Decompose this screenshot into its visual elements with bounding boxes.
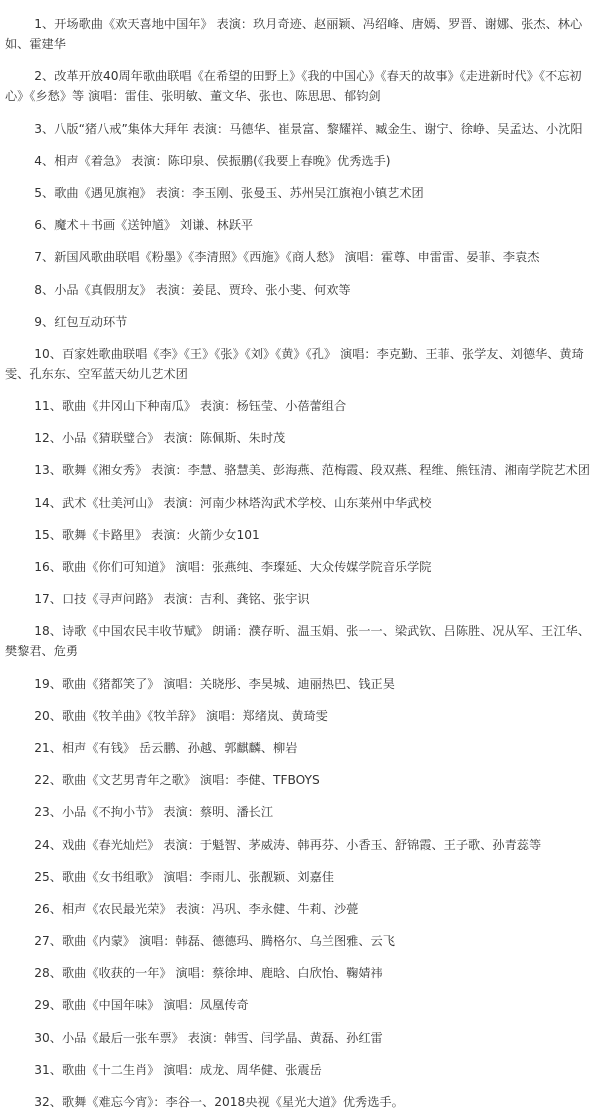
list-item: 12、小品《猜联璧合》 表演：陈佩斯、朱时茂 [34, 431, 286, 446]
list-item: 18、诗歌《中国农民丰收节赋》 朗诵：濮存昕、温玉娟、张一一、梁武钦、吕陈胜、况从军、王江华、樊黎君、危勇 [5, 624, 590, 659]
list-item: 11、歌曲《井冈山下种南瓜》 表演：杨钰莹、小蓓蕾组合 [34, 399, 347, 414]
list-item: 2、改革开放40周年歌曲联唱《在希望的田野上》《我的中国心》《春天的故事》《走进新时代》《不忘初心》《乡愁》等 演唱：雷佳、张明敏、董文华、张也、陈思思、郁钧剑 [5, 69, 582, 104]
list-item: 9、红包互动环节 [34, 314, 128, 329]
list-item: 25、歌曲《女书组歌》 演唱：李雨儿、张靓颖、刘嘉佳 [34, 869, 334, 884]
list-item: 4、相声《着急》 表演：陈印泉、侯振鹏(《我要上春晚》优秀选手) [34, 153, 391, 168]
list-item: 26、相声《农民最光荣》 表演：冯巩、李永健、牛莉、沙甍 [34, 901, 359, 916]
list-item: 5、歌曲《遇见旗袍》 表演：李玉刚、张曼玉、苏州吴江旗袍小镇艺术团 [34, 185, 424, 200]
list-item: 10、百家姓歌曲联唱《李》《王》《张》《刘》《黄》《孔》 演唱：李克勤、王菲、张学友、刘德华、黄琦雯、孔东东、空军蓝天幼儿艺术团 [5, 346, 584, 381]
list-item: 6、魔术＋书画《送钟馗》 刘谦、林跃平 [34, 218, 254, 233]
list-item: 28、歌曲《收获的一年》 演唱：蔡徐坤、鹿晗、白欣怡、鞠婧祎 [34, 966, 383, 981]
list-item: 19、歌曲《猪都笑了》 演唱：关晓彤、李昊城、迪丽热巴、钱正昊 [34, 676, 395, 691]
list-item: 15、歌舞《卡路里》 表演：火箭少女101 [34, 527, 260, 542]
list-item: 31、歌曲《十二生肖》 演唱：成龙、周华健、张震岳 [34, 1062, 322, 1077]
list-item: 17、口技《寻声问路》 表演：吉利、龚铭、张宇识 [34, 592, 310, 607]
list-item: 29、歌曲《中国年味》 演唱：凤凰传奇 [34, 998, 249, 1013]
list-item: 7、新国风歌曲联唱《粉墨》《李清照》《西施》《商人愁》 演唱：霍尊、申雷雷、晏菲、李袁杰 [34, 250, 540, 265]
list-item: 24、戏曲《春光灿烂》 表演：于魁智、茅威涛、韩再芬、小香玉、舒锦霞、王子歌、孙青蕊等 [34, 837, 542, 852]
list-item: 22、歌曲《文艺男青年之歌》 演唱：李健、TFBOYS [34, 773, 320, 788]
list-item: 23、小品《不拘小节》 表演：蔡明、潘长江 [34, 805, 274, 820]
list-item: 21、相声《有钱》 岳云鹏、孙越、郭麒麟、柳岩 [34, 740, 298, 755]
list-item: 3、八版“猪八戒”集体大拜年 表演：马德华、崔景富、黎耀祥、臧金生、谢宁、徐峥、吴孟达、小沈阳 [34, 121, 583, 136]
list-item: 20、歌曲《牧羊曲》《牧羊辞》 演唱：郑绪岚、黄琦雯 [34, 708, 328, 723]
list-item: 13、歌舞《湘女秀》 表演：李慧、骆慧美、彭海燕、范梅霞、段双燕、程维、熊钰清、湘南学院艺术团 [34, 463, 590, 478]
list-item: 16、歌曲《你们可知道》 演唱：张燕纯、李璨延、大众传媒学院音乐学院 [34, 560, 432, 574]
list-item: 30、小品《最后一张车票》 表演：韩雪、闫学晶、黄磊、孙红雷 [34, 1030, 383, 1045]
list-item: 8、小品《真假朋友》 表演：姜昆、贾玲、张小斐、何欢等 [34, 282, 351, 297]
list-item: 1、开场歌曲《欢天喜地中国年》 表演：玖月奇迹、赵丽颖、冯绍峰、唐嫣、罗晋、谢娜、张杰、林心如、霍建华 [5, 17, 583, 52]
list-item: 32、歌舞《难忘今宵》：李谷一、2018央视《星光大道》优秀选手。 [34, 1095, 404, 1109]
list-item: 27、歌曲《内蒙》 演唱：韩磊、德德玛、腾格尔、乌兰图雅、云飞 [34, 934, 395, 949]
list-item: 14、武术《壮美河山》 表演：河南少林塔沟武术学校、山东莱州中华武校 [34, 495, 432, 510]
